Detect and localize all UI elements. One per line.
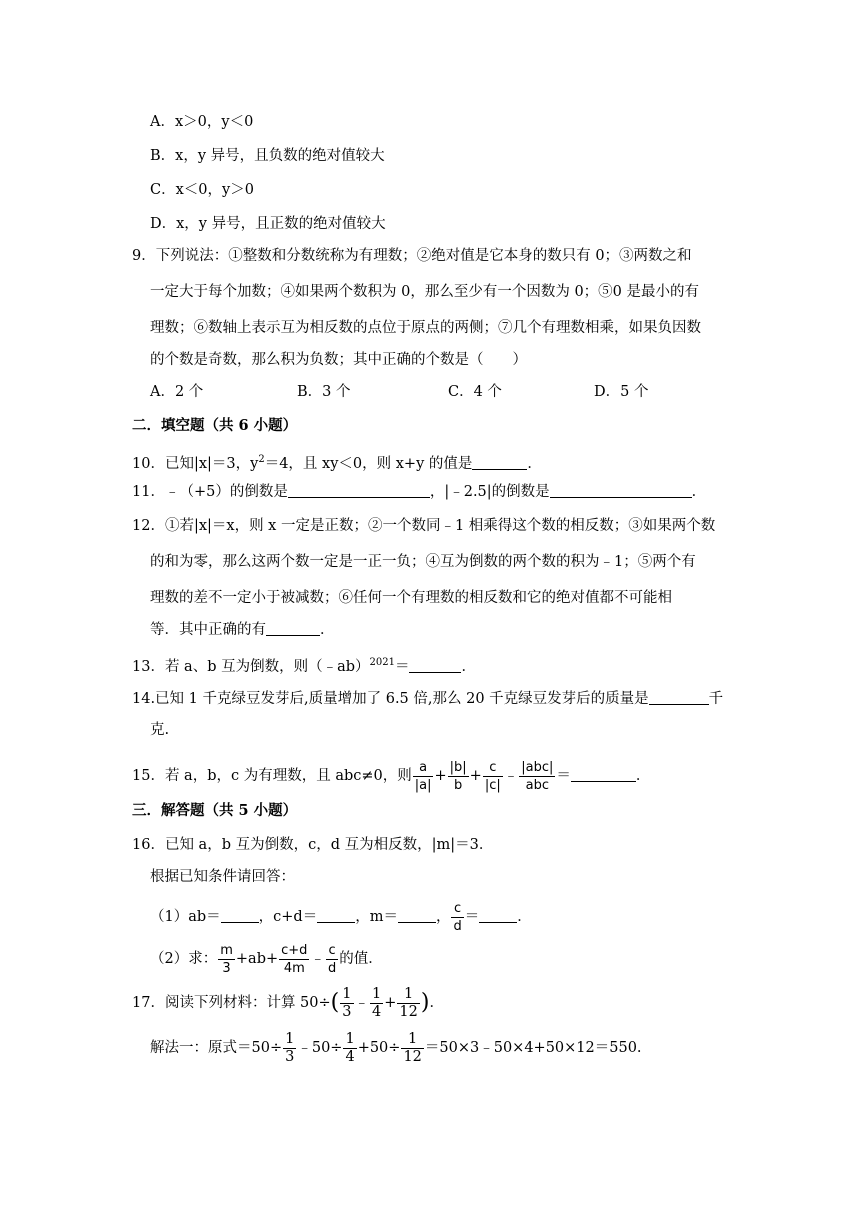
q15: 15．若 a，b，c 为有理数，且 abc≠0，则 $\frac{a}{|a|}$ + $\frac{|b|}{b}$ + $\frac{c}{|c|}$ ﹣ $\frac{\text{|abc|}}{\text{abc}}$ ＝ ． [132,759,651,793]
q14-line1: 14.已知 1 千克绿豆发芽后,质量增加了 6.5 倍,那么 20 千克绿豆发芽后的质量是 千 [132,691,724,707]
q16-fraction-cd-over-4m: $\frac{c+d}{4m}$ [281,942,308,976]
section-2-title: 二．填空题（共 6 小题） [132,417,298,434]
q10-answer-blank[interactable] [472,455,527,470]
q12-line3: 理数的差不一定小于被减数；⑥任何一个有理数的相反数和它的绝对值都不可能相 [150,590,672,606]
q16-line1: 16．已知 a，b 互为倒数，c，d 互为相反数，|m|＝3． [132,837,494,853]
q11-answer-blank-2[interactable] [550,483,692,498]
q8-option-a: A．x＞0，y＜0 [150,114,254,130]
q15-answer-blank[interactable] [571,767,636,782]
q17-fraction-1-3: $\frac{1}{3}$ [342,985,352,1020]
q16-line2: 根据已知条件请回答： [150,869,295,885]
q16-fraction-c-over-d: $\frac{c}{d}$ [453,900,462,934]
q8-option-d: D．x，y 异号，且正数的绝对值较大 [150,216,386,232]
q17-line1: 17．阅读下列材料：计算 50÷( $\frac{1}{3}$ ﹣ $\frac{1}{4}$ + $\frac{1}{12}$ )． [132,985,444,1020]
section-3-title: 三．解答题（共 5 小题） [132,802,298,819]
q16-ab-blank[interactable] [221,908,259,923]
q15-fraction-3: $\frac{c}{|c|}$ [484,759,501,793]
q9-option-b: B．3 个 [297,384,351,400]
q15-fraction-2: $\frac{|b|}{b}$ [449,759,467,793]
q8-option-b: B．x，y 异号，且负数的绝对值较大 [150,148,385,164]
q12-line4: 等．其中正确的有 ． [150,622,335,638]
q16-m-blank[interactable] [398,908,436,923]
q9-line3: 理数；⑥数轴上表示互为相反数的点位于原点的两侧；⑦几个有理数相乘，如果负因数 [150,320,701,336]
q17-fraction-1-4: $\frac{1}{4}$ [372,985,382,1020]
q11: 11．﹣（+5）的倒数是 ，|﹣2.5|的倒数是 ． [132,484,707,500]
q14-line2: 克. [150,722,170,738]
q12-line1: 12．①若|x|＝x，则 x 一定是正数；②一个数同﹣1 相乘得这个数的相反数；③如果两个数 [132,518,716,534]
q15-fraction-1: $\frac{a}{|a|}$ [414,759,432,793]
q9-line2: 一定大于每个加数；④如果两个数积为 0，那么至少有一个因数为 0；⑤0 是最小的有 [150,284,700,300]
q16-fraction-c-over-d-2: $\frac{c}{d}$ [327,942,337,976]
q12-answer-blank[interactable] [266,621,320,636]
q17-solution-1: 解法一：原式＝50÷ $\frac{1}{3}$ ﹣50÷ $\frac{1}{4}$ +50÷ $\frac{1}{12}$ ＝50×3﹣50×4+50×12＝550. [150,1030,642,1065]
q17-fraction-1-12: $\frac{1}{12}$ [399,985,418,1020]
q9-line1: 9．下列说法：①整数和分数统称为有理数；②绝对值是它本身的数只有 0；③两数之和 [132,248,692,264]
q9-option-c: C．4 个 [448,384,502,400]
q16-cd-blank[interactable] [317,908,355,923]
q16-cd-ratio-blank[interactable] [479,908,517,923]
q16-part1: （1）ab＝ ，c+d＝ ，m＝ ， $\frac{c}{d}$ ＝ ． [150,900,532,934]
q14-answer-blank[interactable] [649,690,709,705]
q11-answer-blank-1[interactable] [288,483,430,498]
q10: 10．已知|x|＝3，$y^2=4$，且 xy＜0，则 x+y 的值是 ． [132,454,542,472]
q16-fraction-m-over-3: $\frac{m}{3}$ [220,942,233,976]
q16-part2: （2）求： $\frac{m}{3}$ +ab+ $\frac{c+d}{4m}$ ﹣ $\frac{c}{d}$ 的值． [150,942,383,976]
q17-sol-fraction-1-12: $\frac{1}{12}$ [403,1030,422,1065]
q15-fraction-4: $\frac{\text{|abc|}}{\text{abc}}$ [521,759,554,793]
q12-line2: 的和为零，那么这两个数一定是一正一负；④互为倒数的两个数的积为﹣1；⑤两个有 [150,554,696,570]
q8-option-c: C．x＜0，y＞0 [150,182,254,198]
q17-sol-fraction-1-3: $\frac{1}{3}$ [285,1030,295,1065]
q9-option-d: D．5 个 [594,384,649,400]
q17-sol-fraction-1-4: $\frac{1}{4}$ [345,1030,355,1065]
q9-line4: 的个数是奇数，那么积为负数；其中正确的个数是（ ） [150,352,527,368]
q13-answer-blank[interactable] [409,658,461,673]
q9-option-a: A．2 个 [150,384,204,400]
q13: 13．若 a、b 互为倒数，则（﹣ab）$^{2021}$＝ ． [132,657,476,675]
